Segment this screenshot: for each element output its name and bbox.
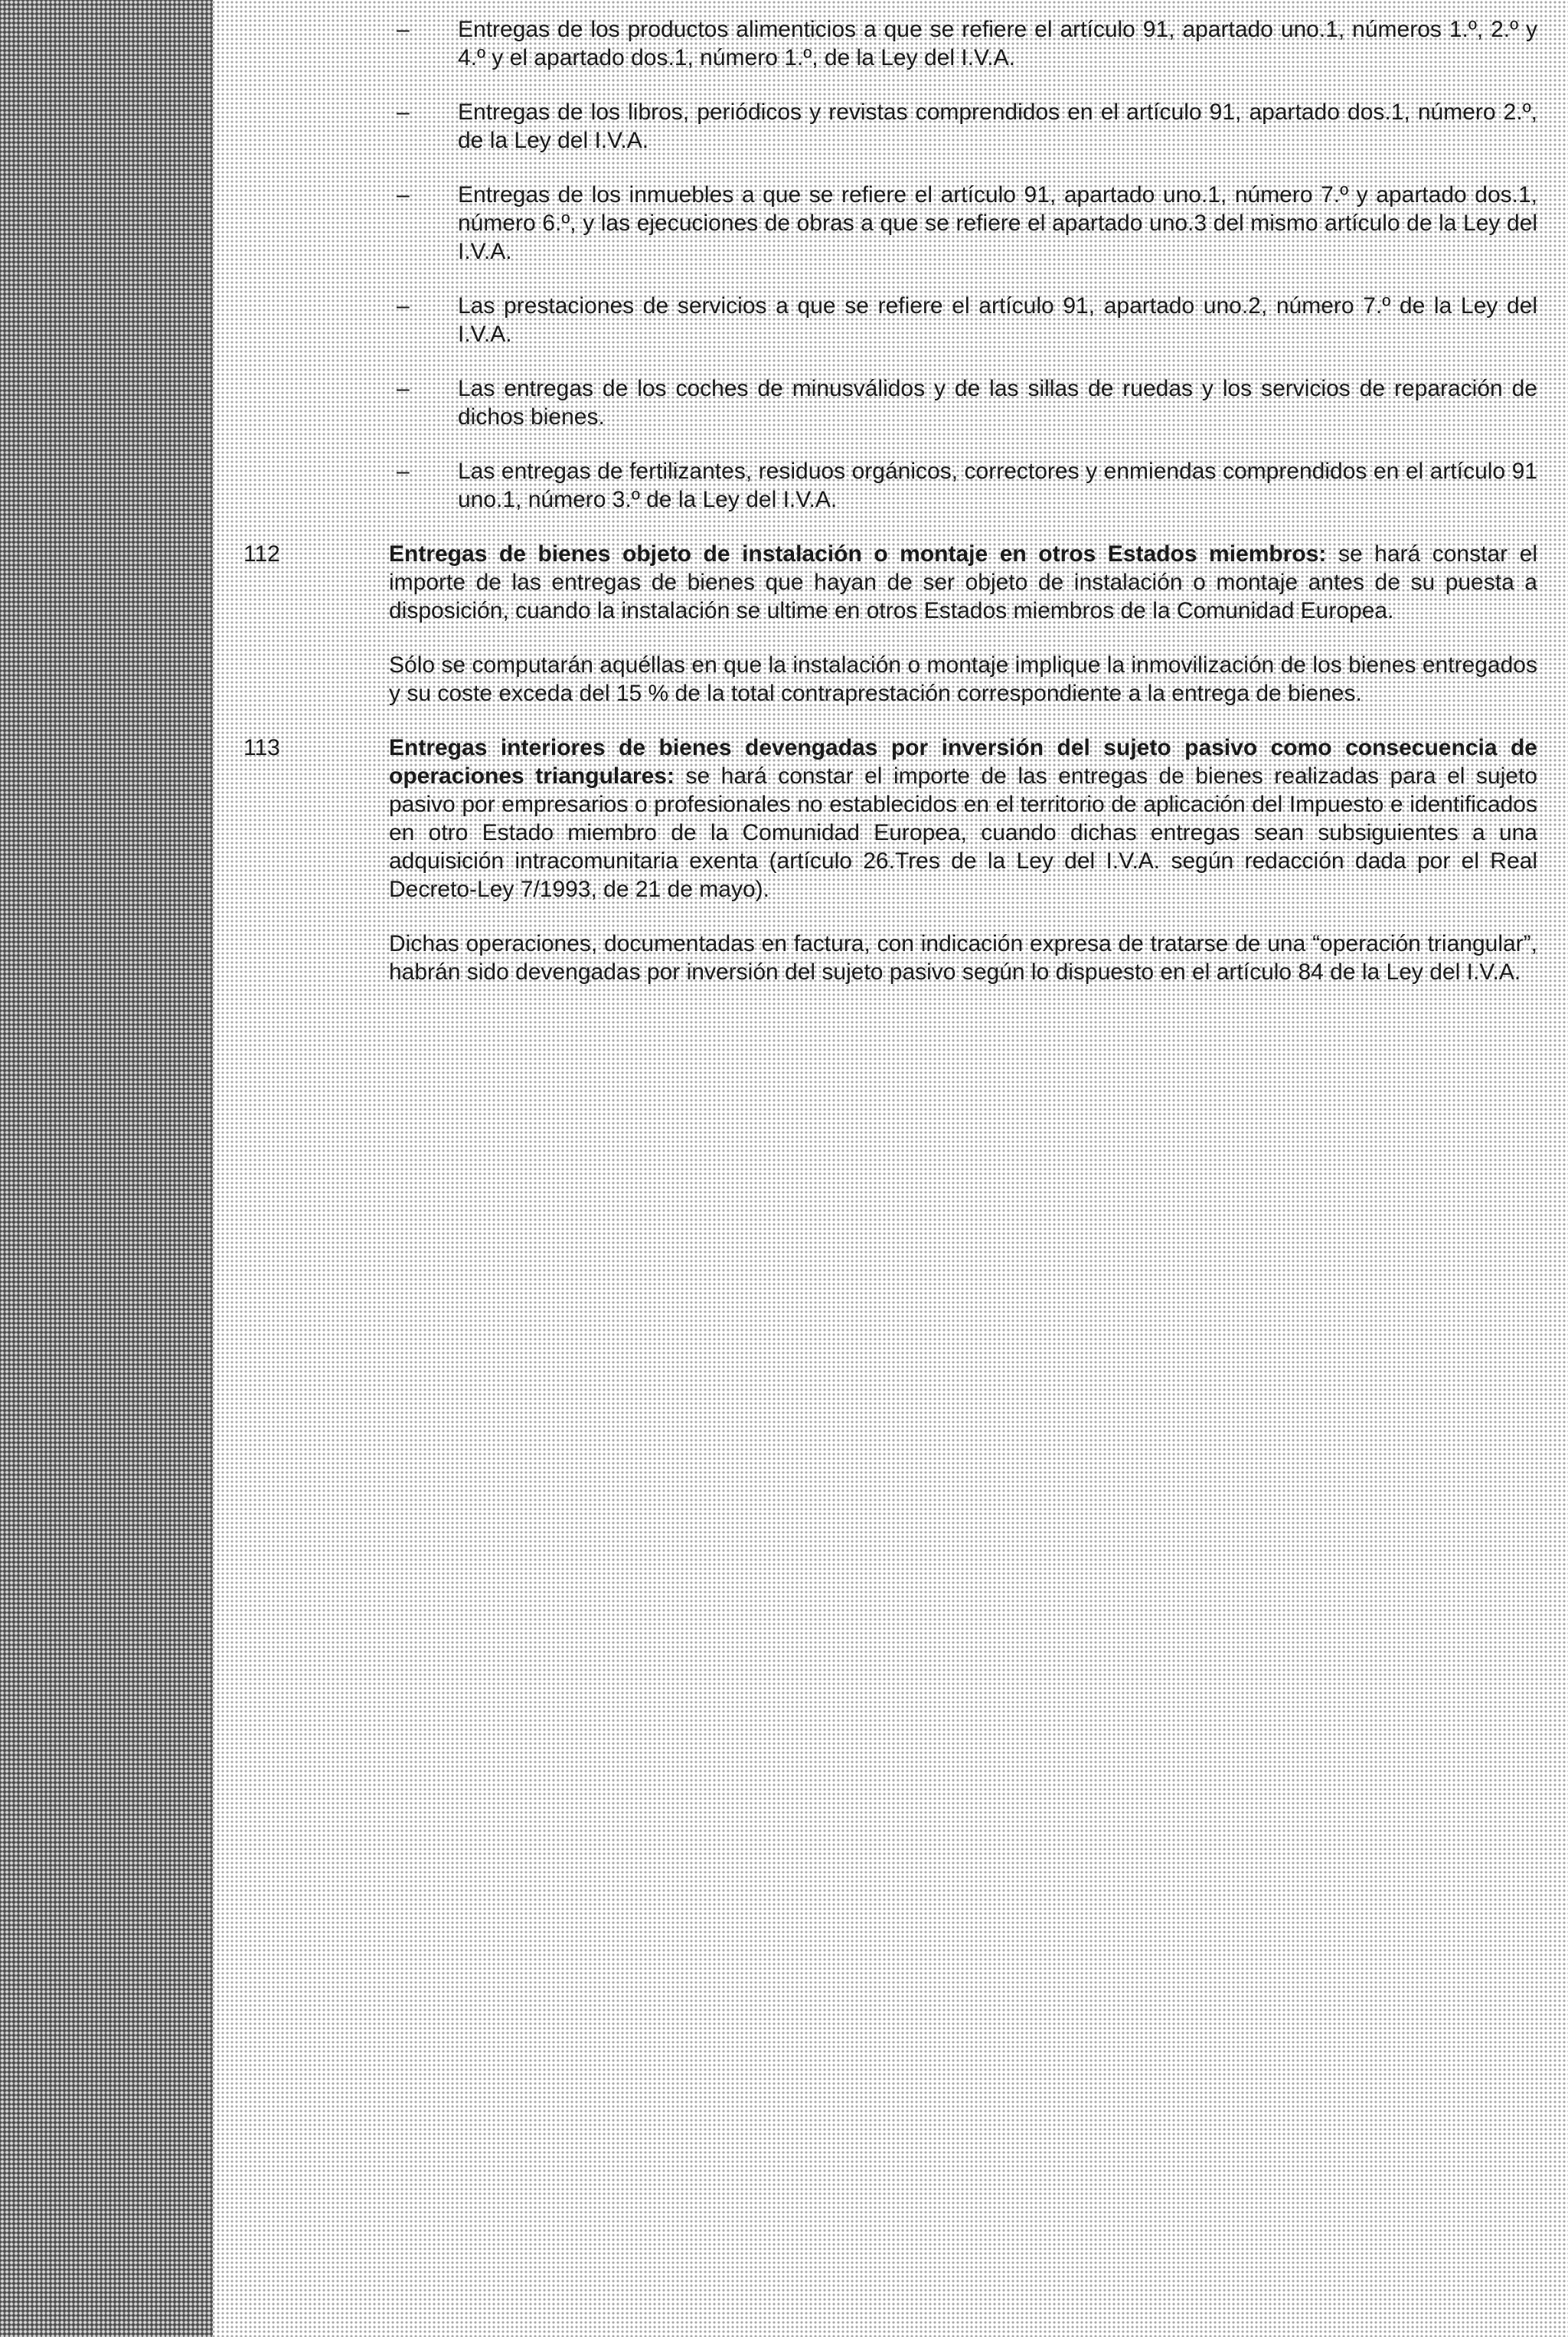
section-title: Entregas de bienes objeto de instalación o montaje en otros Estados miembros:: [389, 541, 1327, 567]
section-paragraph: Dichas operaciones, documentadas en factura, con indicación expresa de tratarse de una “operación triangular”, habrán sido devengadas por inversión del sujeto pasivo según lo dispuesto en el artículo 84 de la Ley del I.V.A.: [389, 931, 1537, 985]
bullet-dash: –: [397, 459, 410, 484]
list-item: [243, 457, 1537, 514]
section-112: [243, 540, 1537, 708]
bullet-dash: –: [397, 17, 410, 42]
list-item-text: Entregas de los inmuebles a que se refiere el artículo 91, apartado uno.1, número 7.º y apartado dos.1, número 6.º, y las ejecuciones de obras a que se refiere el apartado uno.3 del mismo artículo de la Ley del I.V.A.: [458, 182, 1537, 264]
side-band: [0, 0, 213, 2337]
section-lead-text: se hará constar el importe de las entregas de bienes realizadas para el sujeto pasivo por empresarios o profesionales no establecidos en el territorio de aplicación del Impuesto e identificados en otro Estado miembro de la Comunidad Europea, cuando dichas entregas sean subsiguientes a una adquisición intracomunitaria exenta (artículo 26.Tres de la Ley del I.V.A. según redacción dada por el Real Decreto-Ley 7/1993, de 21 de mayo).: [389, 763, 1537, 902]
bullet-dash: –: [397, 376, 410, 401]
list-item-text: Entregas de los libros, periódicos y revistas comprendidos en el artículo 91, apartado dos.1, número 2.º, de la Ley del I.V.A.: [458, 100, 1537, 153]
section-title: Entregas interiores de bienes devengadas por inversión del sujeto pasivo como consecuencia de operaciones triangulares:: [389, 735, 1537, 789]
section-number: 113: [243, 735, 280, 760]
list-item-text: Las prestaciones de servicios a que se refiere el artículo 91, apartado uno.2, número 7.º de la Ley del I.V.A.: [458, 293, 1537, 347]
list-item: [243, 181, 1537, 266]
bullet-list: [243, 15, 1537, 514]
document-content: [243, 15, 1537, 1012]
list-item: [243, 98, 1537, 155]
list-item: [243, 374, 1537, 431]
section-paragraph: [389, 734, 1537, 904]
list-item-text: Las entregas de fertilizantes, residuos orgánicos, correctores y enmiendas comprendidos en el artículo 91 uno.1, número 3.º de la Ley del I.V.A.: [458, 459, 1537, 512]
list-item: [243, 292, 1537, 348]
list-item: [243, 15, 1537, 72]
bullet-dash: –: [397, 182, 410, 208]
bullet-dash: –: [397, 100, 410, 125]
list-item-text: Las entregas de los coches de minusválidos y de las sillas de ruedas y los servicios de reparación de dichos bienes.: [458, 376, 1537, 430]
section-number: 112: [243, 541, 280, 567]
section-lead-text: se hará constar el importe de las entregas de bienes que hayan de ser objeto de instalación o montaje antes de su puesta a disposición, cuando la instalación se ultime en otros Estados miembros de la Comunidad Europea.: [389, 541, 1538, 623]
list-item-text: Entregas de los productos alimenticios a que se refiere el artículo 91, apartado uno.1, números 1.º, 2.º y 4.º y el apartado dos.1, número 1.º, de la Ley del I.V.A.: [458, 17, 1537, 70]
section-paragraph: [389, 540, 1537, 625]
bullet-dash: –: [397, 293, 410, 319]
section-113: [243, 734, 1537, 986]
section-paragraph: Sólo se computarán aquéllas en que la instalación o montaje implique la inmovilización de los bienes entregados y su coste exceda del 15 % de la total contraprestación correspondiente a la entrega de bienes.: [389, 652, 1537, 706]
